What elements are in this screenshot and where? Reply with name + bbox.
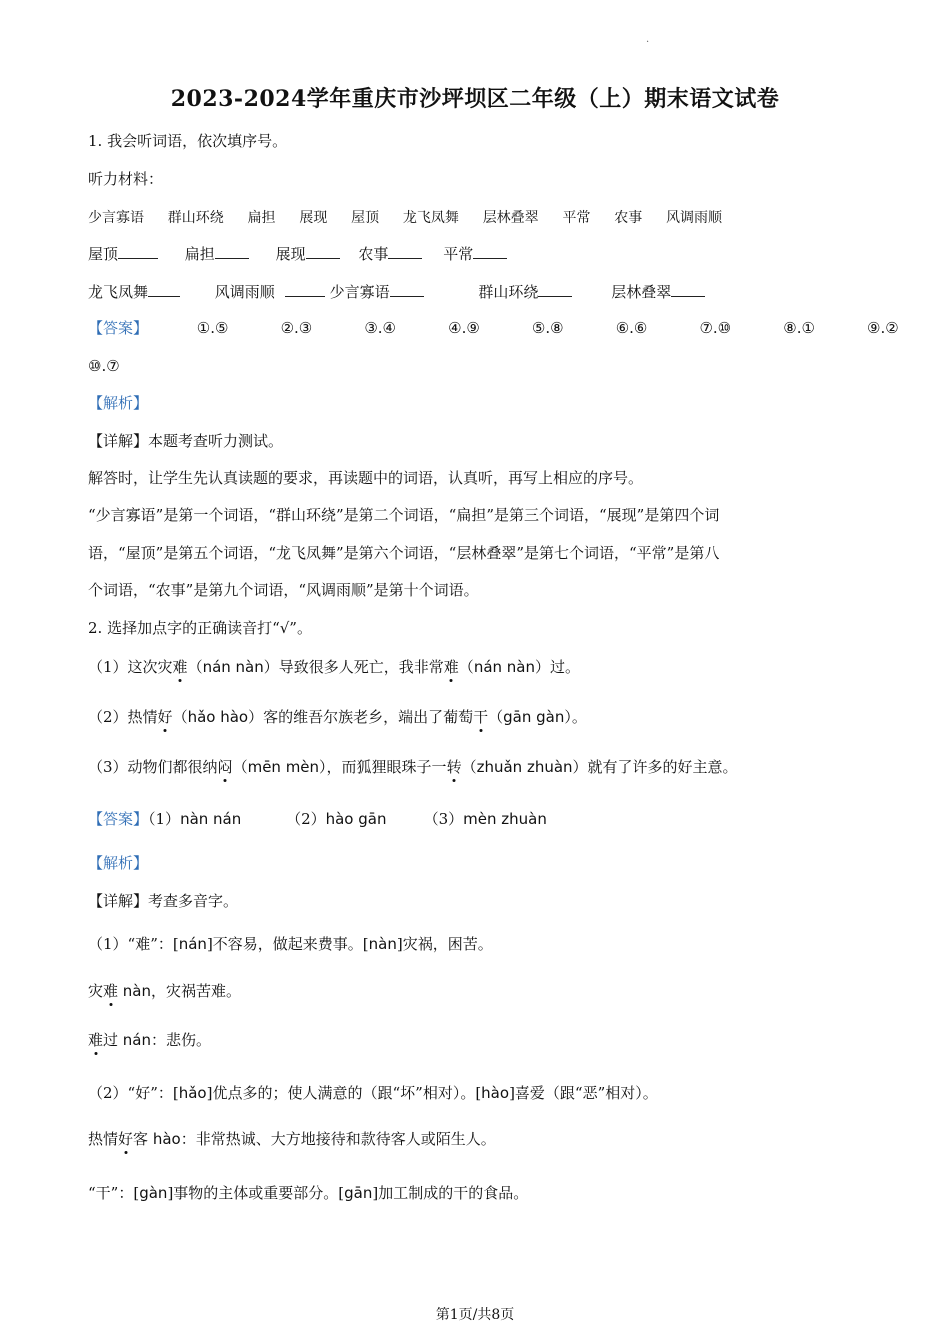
text: ：非常热诚、大方地接待和款待客人或陌生人。: [180, 1130, 496, 1148]
q1-fill-word: 群山环绕: [478, 283, 539, 301]
text: （1）“难”：[: [88, 935, 179, 953]
paragraph: 解答时，让学生先认真读题的要求，再读题中的词语，认真听，再写上相应的序号。: [88, 469, 644, 487]
q1-answer-row: [88, 318, 899, 338]
pinyin-options[interactable]: gān gàn: [503, 708, 565, 726]
q2-sentence-2: [88, 707, 587, 727]
header-dot: .: [646, 34, 650, 45]
text: ，灾祸苦难。: [151, 982, 242, 1000]
paragraph: 语，“屋顶”是第五个词语，“龙飞凤舞”是第六个词语，“层林叠翠”是第七个词语，“平常”是第八: [88, 544, 720, 562]
q1-fill-word: 层林叠翠: [611, 283, 672, 301]
text: （: [458, 658, 474, 676]
text: ]不容易，做起来费事。[: [206, 935, 369, 953]
text: 过: [103, 1031, 123, 1049]
q1-word: 平常: [562, 210, 591, 226]
text: ]事物的主体或重要部分。[: [167, 1184, 345, 1202]
answer-blank[interactable]: [538, 282, 572, 297]
dotted-char: 干: [473, 708, 489, 726]
answer-item: ⑦.⑩: [699, 319, 732, 337]
detail-line-1: [88, 934, 493, 954]
q1-fill-word: 农事: [358, 245, 389, 263]
answer-blank[interactable]: [285, 282, 325, 297]
q1-word: 扁担: [247, 210, 276, 226]
analysis-label: 【解析】: [88, 394, 149, 412]
q1-word: 风调雨顺: [666, 210, 723, 226]
text: （: [232, 758, 248, 776]
text: （2）“好”：[: [88, 1084, 179, 1102]
paragraph: “少言寡语”是第一个词语，“群山环绕”是第二个词语，“扁担”是第三个词语，“展现”是第四个词: [88, 506, 720, 524]
answer-blank[interactable]: [148, 282, 180, 297]
detail-line-2: [88, 981, 241, 1001]
paragraph: 个词语，“农事”是第九个词语，“风调雨顺”是第十个词语。: [88, 581, 479, 599]
answer-item: ③.④: [364, 319, 397, 337]
dotted-char: 好: [118, 1130, 134, 1148]
text: ）导致很多人死亡，我非常: [263, 658, 444, 676]
detail-line-6: [88, 1183, 528, 1203]
text: “干”：[: [88, 1184, 140, 1202]
q1-question: 1. 我会听词语，依次填序号。: [88, 132, 288, 150]
text: （: [172, 708, 188, 726]
q1-word-list: [88, 207, 741, 228]
answer-blank[interactable]: [473, 244, 507, 259]
answer-number: （1）: [148, 810, 181, 828]
dotted-char: 好: [157, 708, 173, 726]
answer-blank[interactable]: [388, 244, 422, 259]
detail-line-4: [88, 1083, 658, 1103]
q2-sentence-1: [88, 657, 580, 677]
answer-number: （2）: [286, 810, 326, 828]
q1-fill-word: 少言寡语: [329, 283, 390, 301]
q1-fill-row-2: [88, 282, 727, 302]
text: ]喜爱（跟“恶”相对）。: [509, 1084, 658, 1102]
answer-item: nàn nán: [180, 810, 242, 828]
answer-item: ①.⑤: [196, 319, 229, 337]
q2-answer-row: [88, 809, 547, 829]
answer-item: ②.③: [280, 319, 313, 337]
text: ：悲伤。: [151, 1031, 212, 1049]
answer-item: ⑧.①: [783, 319, 815, 337]
detail-heading: 【详解】考查多音字。: [88, 892, 239, 910]
answer-label: 【答案】: [88, 810, 149, 828]
q1-word: 群山环绕: [167, 210, 224, 226]
pinyin-options[interactable]: hǎo hào: [187, 708, 249, 726]
q1-word: 层林叠翠: [482, 210, 539, 226]
answer-blank[interactable]: [671, 282, 705, 297]
q1-material-label: 听力材料：: [88, 170, 164, 188]
text: ），而狐狸眼珠子一: [319, 758, 447, 776]
pinyin: gān: [344, 1184, 373, 1202]
text: ]灾祸，困苦。: [396, 935, 493, 953]
answer-blank[interactable]: [118, 244, 158, 259]
q1-word: 龙飞凤舞: [402, 210, 459, 226]
pinyin: hào: [481, 1084, 510, 1102]
answer-item: hào gān: [325, 810, 387, 828]
answer-item: ⑤.⑧: [531, 319, 564, 337]
text: 热情: [88, 1130, 119, 1148]
text: ）。: [564, 708, 587, 726]
pinyin-options[interactable]: nán nàn: [202, 658, 264, 676]
text: （: [461, 758, 477, 776]
dotted-char: 闷: [217, 758, 233, 776]
text: ）客的维吾尔族老乡，端出了葡萄: [248, 708, 474, 726]
answer-item: ⑥.⑥: [615, 319, 648, 337]
analysis-label: 【解析】: [88, 854, 149, 872]
text: ）就有了许多的好主意。: [572, 758, 738, 776]
page-footer: 第1页/共8页: [435, 1307, 515, 1323]
pinyin: nàn: [368, 935, 397, 953]
detail-line-5: [88, 1129, 496, 1149]
pinyin: nán: [178, 935, 207, 953]
text: （1）这次灾: [88, 658, 173, 676]
dotted-char: 难: [103, 982, 119, 1000]
answer-label: 【答案】: [88, 319, 149, 337]
q1-fill-word: 扁担: [184, 245, 215, 263]
text: 灾: [88, 982, 104, 1000]
q1-fill-word: 风调雨顺: [214, 283, 275, 301]
answer-blank[interactable]: [306, 244, 340, 259]
q1-word: 展现: [299, 210, 328, 226]
text: （: [187, 658, 203, 676]
answer-number: （3）: [423, 810, 464, 828]
detail-line-3: [88, 1030, 211, 1050]
text: ]加工制成的干的食品。: [372, 1184, 529, 1202]
pinyin: nàn: [118, 982, 152, 1000]
page-title: 2023-2024学年重庆市沙坪坝区二年级（上）期末语文试卷: [170, 86, 780, 112]
pinyin-options[interactable]: zhuǎn zhuàn: [476, 758, 573, 776]
text: （3）动物们都很纳: [88, 758, 218, 776]
text: （2）热情: [88, 708, 158, 726]
answer-blank[interactable]: [390, 282, 424, 297]
q1-word: 少言寡语: [88, 210, 144, 226]
q1-word: 农事: [614, 210, 643, 226]
answer-item: ⑩.⑦: [88, 357, 120, 375]
pinyin: nán: [122, 1031, 152, 1049]
pinyin: hǎo: [178, 1084, 207, 1102]
pinyin: hào: [152, 1130, 181, 1148]
text: ）过。: [535, 658, 581, 676]
answer-item: ⑨.②: [867, 319, 899, 337]
q1-word: 屋顶: [351, 210, 380, 226]
pinyin: gàn: [139, 1184, 168, 1202]
answer-item: ④.⑨: [448, 319, 480, 337]
q2-sentence-3: [88, 757, 738, 777]
pinyin-options[interactable]: nán nàn: [473, 658, 535, 676]
detail-heading: 【详解】本题考查听力测试。: [88, 432, 284, 450]
dotted-char: 难: [443, 658, 459, 676]
dotted-char: 难: [88, 1031, 104, 1049]
q1-fill-word: 屋顶: [88, 245, 119, 263]
q1-fill-word: 平常: [443, 245, 474, 263]
dotted-char: 转: [446, 758, 462, 776]
q2-question: 2. 选择加点字的正确读音打“√”。: [88, 619, 312, 637]
text: （: [488, 708, 504, 726]
answer-blank[interactable]: [215, 244, 249, 259]
dotted-char: 难: [172, 658, 188, 676]
q1-fill-word: 龙飞凤舞: [88, 283, 149, 301]
q1-fill-row-1: [88, 244, 529, 264]
text: ]优点多的；使人满意的（跟“坏”相对）。[: [206, 1084, 482, 1102]
answer-item: mèn zhuàn: [463, 810, 547, 828]
text: 客: [133, 1130, 153, 1148]
q1-fill-word: 展现: [275, 245, 306, 263]
pinyin-options[interactable]: mēn mèn: [247, 758, 320, 776]
